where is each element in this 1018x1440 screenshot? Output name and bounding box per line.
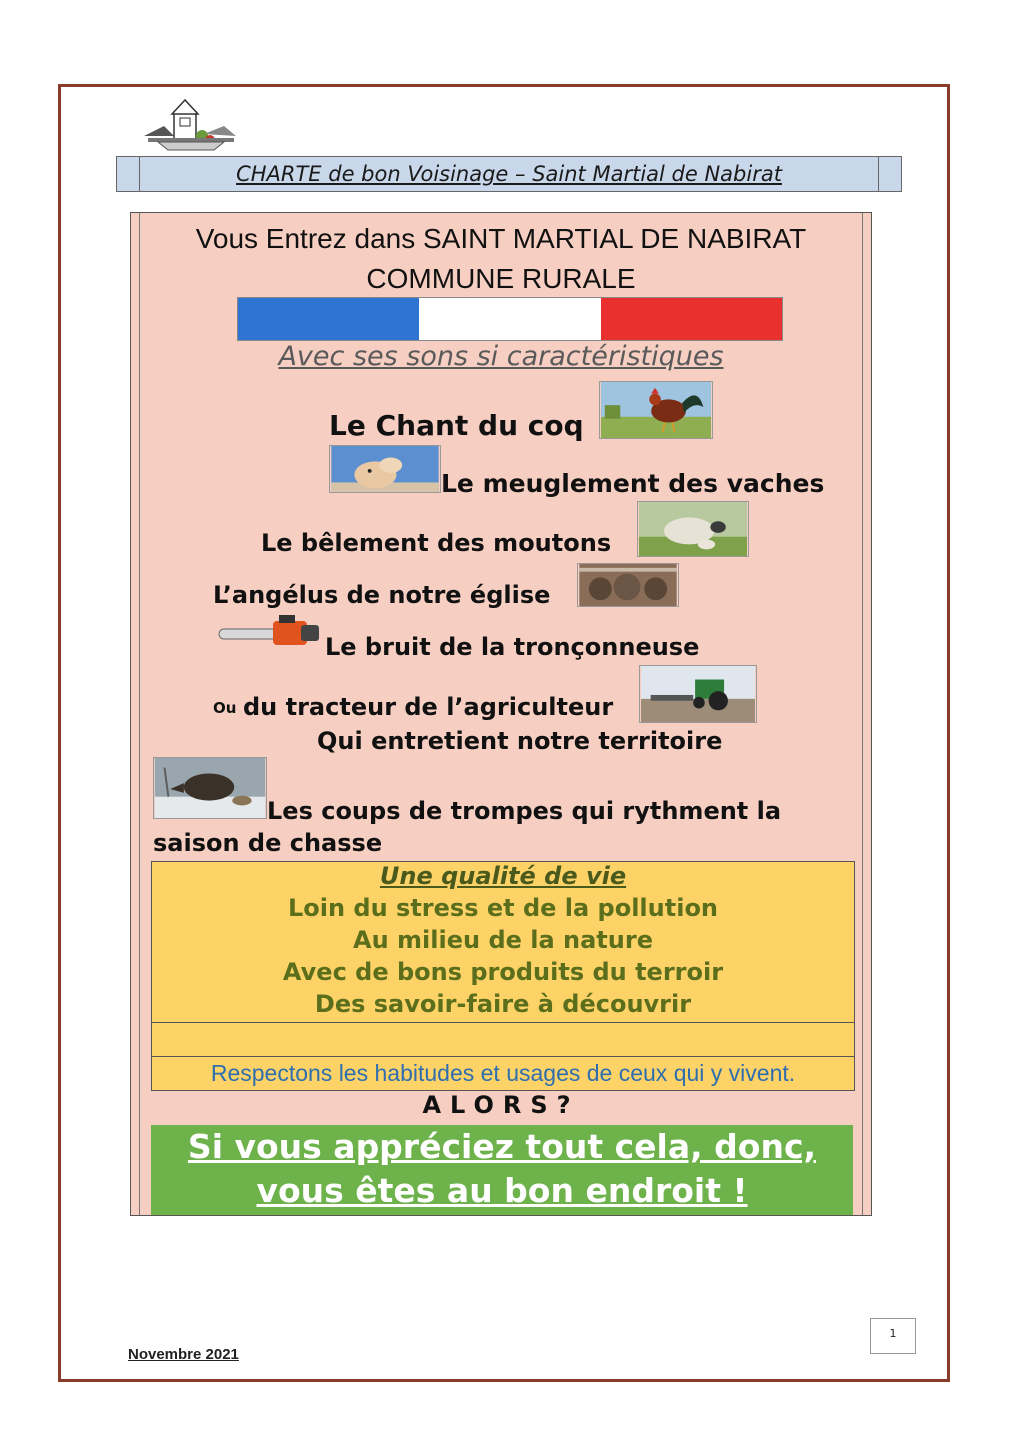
church-bells-photo xyxy=(577,563,679,607)
wild-boar-photo xyxy=(153,757,267,819)
flag-blue xyxy=(238,298,419,340)
sound-angelus: L’angélus de notre église xyxy=(213,581,551,609)
sound-coq: Le Chant du coq xyxy=(329,409,584,442)
flag-white xyxy=(419,298,600,340)
quality-divider xyxy=(152,1022,854,1023)
quality-line: Loin du stress et de la pollution xyxy=(287,894,719,922)
chainsaw-photo xyxy=(217,611,323,653)
quality-line: Avec de bons produits du terroir xyxy=(282,958,724,986)
conclusion-line-2: vous êtes au bon endroit ! xyxy=(256,1171,748,1210)
page-number-box xyxy=(870,1318,916,1354)
intro-line-2: COMMUNE RURALE xyxy=(366,263,636,294)
page-number: 1 xyxy=(889,1327,897,1340)
conclusion-line-1: Si vous appréciez tout cela, donc, xyxy=(187,1127,817,1166)
sheep-photo xyxy=(637,501,749,557)
intro-line-1: Vous Entrez dans SAINT MARTIAL DE NABIRAT xyxy=(195,223,807,254)
sound-moutons: Le bêlement des moutons xyxy=(261,529,612,557)
quality-divider xyxy=(152,1056,854,1057)
tractor-photo xyxy=(639,665,757,723)
conclusion-box xyxy=(151,1125,853,1215)
quality-title: Une qualité de vie xyxy=(379,862,627,890)
footer-date: Novembre 2021 xyxy=(128,1346,239,1363)
sound-chasse-2: saison de chasse xyxy=(153,829,383,857)
quality-line: Des savoir-faire à découvrir xyxy=(314,990,692,1018)
respect-line: Respectons les habitudes et usages de ceux qui y vivent. xyxy=(210,1060,796,1086)
sound-territoire: Qui entretient notre territoire xyxy=(317,727,723,755)
sound-tracteur-prefix: Ou xyxy=(213,699,237,717)
village-logo xyxy=(144,98,238,154)
sound-chasse-1: Les coups de trompes qui rythment la xyxy=(267,797,782,825)
rooster-photo xyxy=(599,381,713,439)
alors-heading: ALORS? xyxy=(422,1091,580,1119)
sound-tronconneuse: Le bruit de la tronçonneuse xyxy=(325,633,700,661)
sound-tracteur: du tracteur de l’agriculteur xyxy=(243,693,614,721)
header-bar xyxy=(116,156,902,192)
french-flag xyxy=(237,297,783,341)
quality-box xyxy=(151,861,855,1091)
header-title: CHARTE de bon Voisinage – Saint Martial de Nabirat xyxy=(236,162,782,186)
content-panel xyxy=(130,212,872,1216)
sounds-subtitle: Avec ses sons si caractéristiques xyxy=(278,341,724,372)
quality-line: Au milieu de la nature xyxy=(353,926,653,954)
cow-photo xyxy=(329,445,441,493)
flag-red xyxy=(601,298,782,340)
sound-vaches: Le meuglement des vaches xyxy=(441,469,825,498)
